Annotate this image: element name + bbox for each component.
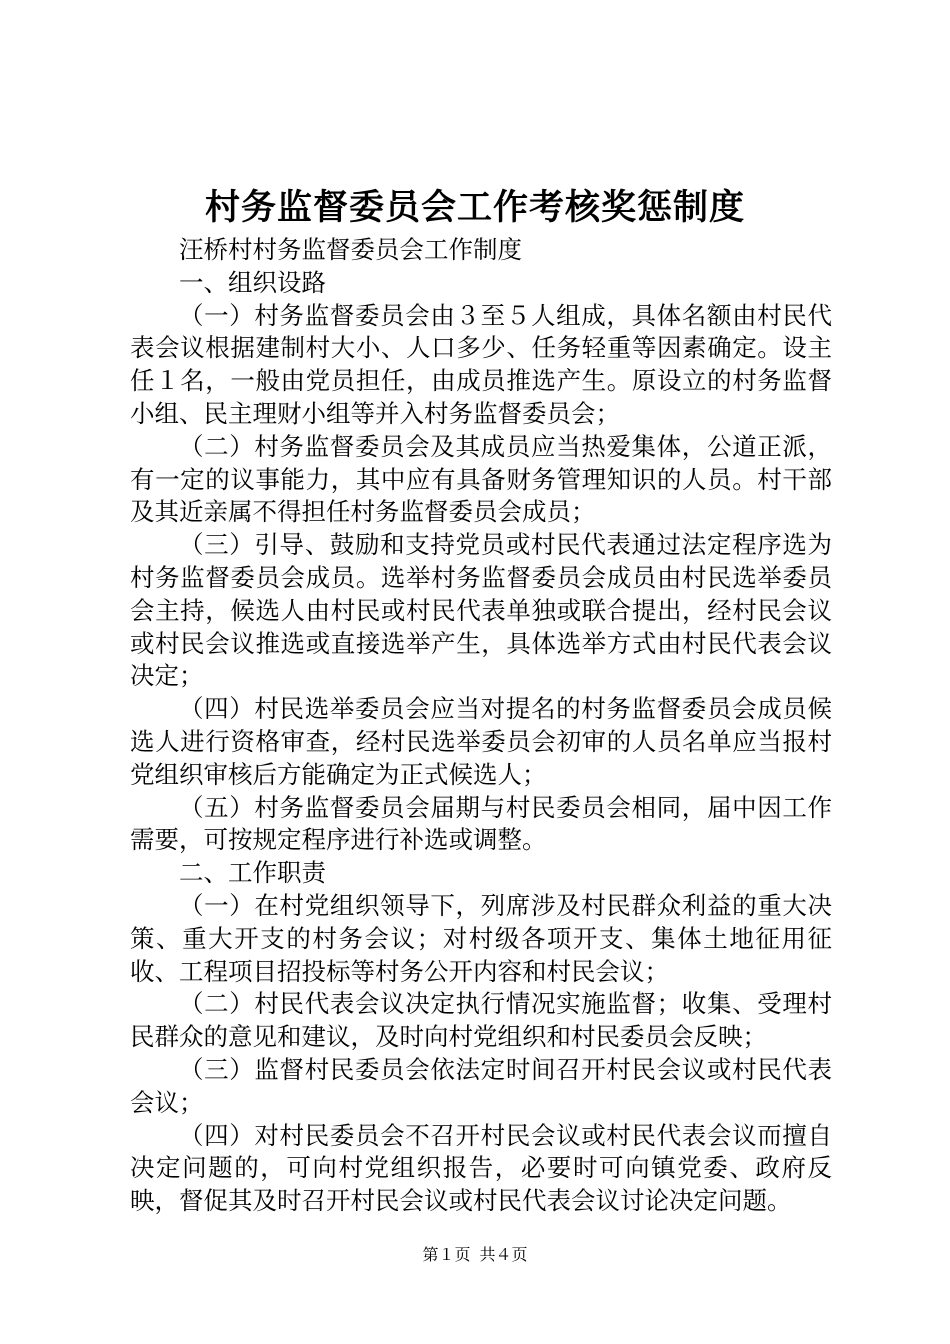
body-paragraph: （一）村务监督委员会由３至５人组成，具体名额由村民代表会议根据建制村大小、人口多少、任务轻重等因素确定。设主任１名，一般由党员担任，由成员推选产生。原设立的村务监督小组、民主理财小组等并入村务监督委员会；: [130, 300, 832, 428]
subtitle-paragraph: 汪桥村村务监督委员会工作制度: [179, 235, 522, 264]
body-paragraph: （五）村务监督委员会届期与村民委员会相同，届中因工作需要，可按规定程序进行补选或调整。: [130, 792, 832, 855]
section-heading: 二、工作职责: [179, 858, 326, 888]
body-paragraph: （二）村民代表会议决定执行情况实施监督；收集、受理村民群众的意见和建议，及时向村党组织和村民委员会反映；: [130, 989, 832, 1052]
document-body: [130, 234, 832, 1218]
document-title: 村务监督委员会工作考核奖惩制度: [204, 187, 745, 228]
section-heading: 一、组织设路: [179, 267, 326, 297]
body-paragraph: （二）村务监督委员会及其成员应当热爱集体，公道正派，有一定的议事能力，其中应有具备财务管理知识的人员。村干部及其近亲属不得担任村务监督委员会成员；: [130, 431, 832, 527]
body-paragraph: （三）引导、鼓励和支持党员或村民代表通过法定程序选为村务监督委员会成员。选举村务监督委员会成员由村民选举委员会主持，候选人由村民或村民代表单独或联合提出，经村民会议或村民会议推选或直接选举产生，具体选举方式由村民代表会议决定；: [130, 530, 832, 691]
body-paragraph: （一）在村党组织领导下，列席涉及村民群众利益的重大决策、重大开支的村务会议；对村级各项开支、集体土地征用征收、工程项目招投标等村务公开内容和村民会议；: [130, 890, 832, 986]
page-number-footer: 第１页 共４页: [422, 1245, 528, 1264]
body-paragraph: （三）监督村民委员会依法定时间召开村民会议或村民代表会议；: [130, 1054, 832, 1117]
body-paragraph: （四）对村民委员会不召开村民会议或村民代表会议而擅自决定问题的，可向村党组织报告，必要时可向镇党委、政府反映，督促其及时召开村民会议或村民代表会议讨论决定问题。: [130, 1120, 832, 1216]
body-paragraph: （四）村民选举委员会应当对提名的村务监督委员会成员候选人进行资格审查，经村民选举委员会初审的人员名单应当报村党组织审核后方能确定为正式候选人；: [130, 694, 832, 789]
